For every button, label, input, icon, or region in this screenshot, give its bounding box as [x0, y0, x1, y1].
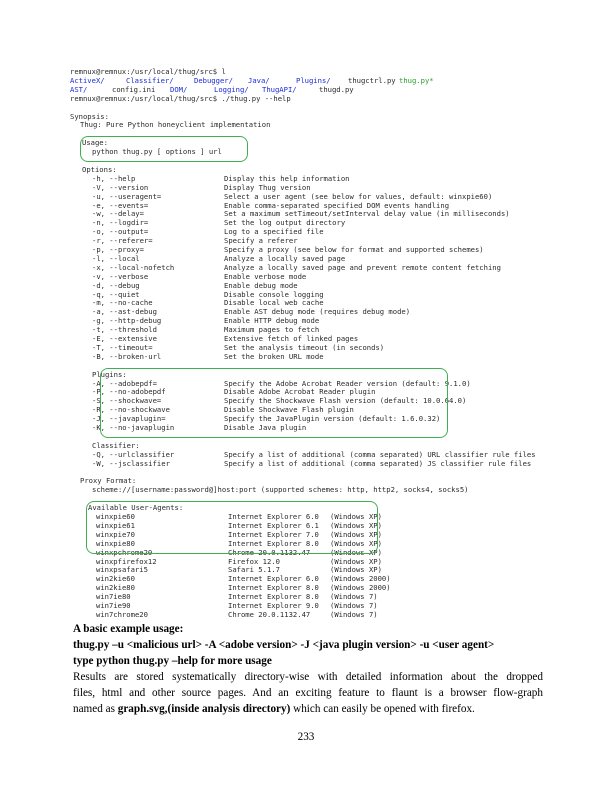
section-label: Available User-Agents:: [88, 503, 184, 513]
option-description: Specify the Adobe Acrobat Reader version (default: 9.1.0): [224, 378, 471, 388]
agent-os: (Windows XP): [330, 565, 382, 575]
agent-os: (Windows 7): [330, 601, 378, 610]
option-flag: -J, --javaplugin=: [92, 414, 166, 424]
example-heading: A basic example usage:: [73, 623, 184, 635]
option-description: Specify a referer: [224, 236, 298, 246]
option-description: Specify the Shockwave Flash version (default: 10.0.64.0): [224, 396, 467, 406]
synopsis-text: Thug: Pure Python honeyclient implementation: [80, 120, 271, 130]
help-hint: type python thug.py –help for more usage: [73, 655, 272, 667]
option-description: Extensive fetch of linked pages: [224, 334, 359, 343]
option-description: Specify a list of additional (comma separated) URL classifier rule files: [224, 449, 536, 459]
option-description: Specify the JavaPlugin version (default: 1.6.0.32): [224, 414, 441, 424]
agent-name: winxpie60: [96, 512, 135, 521]
option-description: Set the broken URL mode: [224, 351, 324, 361]
option-flag: -m, --no-cache: [92, 298, 153, 308]
ls-entry: Classifier/: [126, 75, 174, 85]
option-description: Enable comma-separated specified DOM events handling: [224, 200, 450, 210]
results-paragraph-line1: Results are stored systematically directory-wise with detailed information about the dropped: [73, 671, 543, 683]
option-flag: -V, --version: [92, 182, 149, 192]
option-flag: -n, --logdir=: [92, 218, 149, 228]
option-flag: -q, --quiet: [92, 289, 140, 299]
agent-browser: Internet Explorer 6.0: [228, 512, 319, 521]
agent-name: win2kie60: [96, 574, 135, 584]
option-description: Analyze a locally saved page and prevent remote content fetching: [224, 262, 501, 272]
page-number: 233: [297, 731, 315, 743]
ls-entry: AST/: [70, 84, 88, 94]
option-description: Specify a list of additional (comma separated) JS classifier rule files: [224, 458, 532, 468]
option-flag: -w, --delay=: [92, 209, 144, 219]
agent-browser: Internet Explorer 9.0: [228, 601, 319, 610]
option-description: Select a user agent (see below for values, default: winxpie60): [224, 191, 493, 201]
plugins-highlight-box: [100, 368, 448, 438]
option-flag: -g, --http-debug: [92, 316, 162, 326]
option-flag: -o, --output=: [92, 227, 149, 237]
results-paragraph-line3: [73, 701, 543, 717]
ls-entry: Plugins/: [296, 75, 331, 85]
agent-browser: Internet Explorer 8.0: [228, 583, 319, 593]
option-description: Display this help information: [224, 173, 350, 183]
section-label: Plugins:: [92, 369, 127, 379]
para-text: which can easily be opened with firefox.: [290, 703, 475, 715]
shell-prompt: remnux@remnux:/usr/local/thug/src$ l: [70, 67, 226, 76]
ls-entry: thugctrl.py: [348, 75, 396, 85]
option-flag: -l, --local: [92, 253, 140, 263]
option-flag: -v, --verbose: [92, 271, 149, 281]
option-description: Display Thug version: [224, 182, 311, 192]
option-description: Enable HTTP debug mode: [224, 316, 320, 326]
agent-name: win7ie90: [96, 601, 131, 610]
agent-browser: Internet Explorer 6.1: [228, 520, 319, 530]
agent-browser: Internet Explorer 8.0: [228, 538, 319, 548]
option-description: Disable local web cache: [224, 298, 324, 308]
section-label: Classifier:: [92, 440, 140, 450]
usage-highlight-box: [80, 136, 248, 162]
terminal-screenshot: [64, 66, 552, 619]
option-description: Disable Adobe Acrobat Reader plugin: [224, 387, 376, 397]
option-description: Disable Java plugin: [224, 423, 307, 432]
agent-os: (Windows 2000): [330, 574, 391, 584]
agent-name: winxpsafari5: [96, 565, 148, 575]
agent-name: winxpie61: [96, 520, 135, 530]
agent-name: win7ie80: [96, 592, 131, 602]
agent-browser: Chrome 20.0.1132.47: [228, 609, 311, 619]
option-flag: -x, --local-nofetch: [92, 262, 175, 272]
agent-os: (Windows XP): [330, 512, 382, 521]
option-flag: -d, --debug: [92, 280, 140, 290]
user-agents-highlight-box: [86, 501, 378, 554]
agent-name: winxpie80: [96, 538, 135, 548]
section-label: Synopsis:: [70, 111, 109, 121]
option-description: Analyze a locally saved page: [224, 253, 346, 263]
ls-entry: thugd.py: [319, 84, 354, 94]
ls-entry: thug.py*: [399, 75, 434, 85]
option-description: Set the analysis timeout (in seconds): [224, 342, 385, 352]
agent-browser: Firefox 12.0: [228, 556, 280, 566]
option-description: Enable debug mode: [224, 280, 298, 290]
agent-os: (Windows XP): [330, 556, 382, 566]
option-description: Disable Shockwave Flash plugin: [224, 405, 354, 415]
option-flag: -R, --no-shockwave: [92, 405, 170, 415]
option-description: Disable console logging: [224, 289, 324, 299]
ls-entry: Debugger/: [194, 75, 233, 85]
agent-browser: Internet Explorer 6.0: [228, 574, 319, 584]
option-flag: -e, --events=: [92, 200, 149, 210]
option-flag: -r, --referer=: [92, 236, 153, 246]
agent-browser: Safari 5.1.7: [228, 565, 280, 575]
agent-name: winxpfirefox12: [96, 556, 157, 566]
example-command: thug.py –u <malicious url> -A <adobe version> -J <java plugin version> -u <user agent>: [73, 639, 495, 651]
option-flag: -E, --extensive: [92, 334, 157, 343]
option-description: Set the log output directory: [224, 218, 346, 228]
section-label: Proxy Format:: [80, 476, 137, 486]
agent-os: (Windows XP): [330, 520, 382, 530]
para-text: named as: [73, 703, 118, 715]
graph-file-name: graph.svg,(inside analysis directory): [117, 703, 291, 715]
option-description: Maximum pages to fetch: [224, 325, 320, 335]
agent-os: (Windows 7): [330, 609, 378, 619]
agent-name: win2kie80: [96, 583, 135, 593]
agent-os: (Windows XP): [330, 529, 382, 539]
agent-os: (Windows 2000): [330, 583, 391, 593]
option-flag: -S, --shockwave=: [92, 396, 162, 406]
option-description: Specify a proxy (see below for format and supported schemes): [224, 245, 484, 254]
ls-entry: DOM/: [170, 84, 188, 94]
option-flag: -u, --useragent=: [92, 191, 162, 201]
option-description: Enable verbose mode: [224, 271, 307, 281]
agent-browser: Chrome 20.0.1132.47: [228, 547, 311, 557]
option-flag: -A, --adobepdf=: [92, 378, 157, 388]
option-flag: -T, --timeout=: [92, 342, 153, 352]
section-label: Usage:: [82, 138, 108, 148]
agent-os: (Windows 7): [330, 592, 378, 602]
agent-name: winxpie70: [96, 529, 135, 539]
ls-entry: Java/: [248, 75, 270, 85]
ls-entry: ActiveX/: [70, 75, 105, 85]
option-flag: -p, --proxy=: [92, 245, 144, 254]
ls-entry: config.ini: [112, 84, 156, 94]
agent-browser: Internet Explorer 8.0: [228, 592, 319, 602]
option-description: Set a maximum setTimeout/setInterval delay value (in milliseconds): [224, 209, 510, 219]
agent-os: (Windows XP): [330, 538, 382, 548]
usage-text: python thug.py [ options ] url: [92, 147, 222, 157]
agent-name: winxpchrome20: [96, 547, 153, 557]
option-flag: -B, --broken-url: [92, 351, 162, 361]
option-flag: -h, --help: [92, 173, 136, 183]
agent-browser: Internet Explorer 7.0: [228, 529, 319, 539]
option-description: Log to a specified file: [224, 227, 324, 237]
option-flag: -a, --ast-debug: [92, 307, 157, 317]
option-flag: -K, --no-javaplugin: [92, 423, 175, 432]
ls-entry: ThugAPI/: [262, 84, 297, 94]
shell-prompt: remnux@remnux:/usr/local/thug/src$ ./thug.py --help: [70, 93, 291, 103]
option-flag: -P, --no-adobepdf: [92, 387, 166, 397]
option-flag: -Q, --urlclassifier: [92, 449, 175, 459]
agent-name: win7chrome20: [96, 609, 148, 619]
ls-entry: Logging/: [214, 84, 249, 94]
section-label: Options:: [82, 164, 117, 174]
option-flag: -t, --threshold: [92, 325, 157, 335]
proxy-format: scheme://[username:password@]host:port (supported schemes: http, http2, socks4, socks5): [92, 485, 469, 495]
results-paragraph-line2: files, html and other source pages. And an exciting feature to flaunt is a browser flow-graph: [73, 687, 543, 699]
option-description: Enable AST debug mode (requires debug mode): [224, 307, 411, 317]
option-flag: -W, --jsclassifier: [92, 458, 170, 468]
agent-os: (Windows XP): [330, 547, 382, 557]
